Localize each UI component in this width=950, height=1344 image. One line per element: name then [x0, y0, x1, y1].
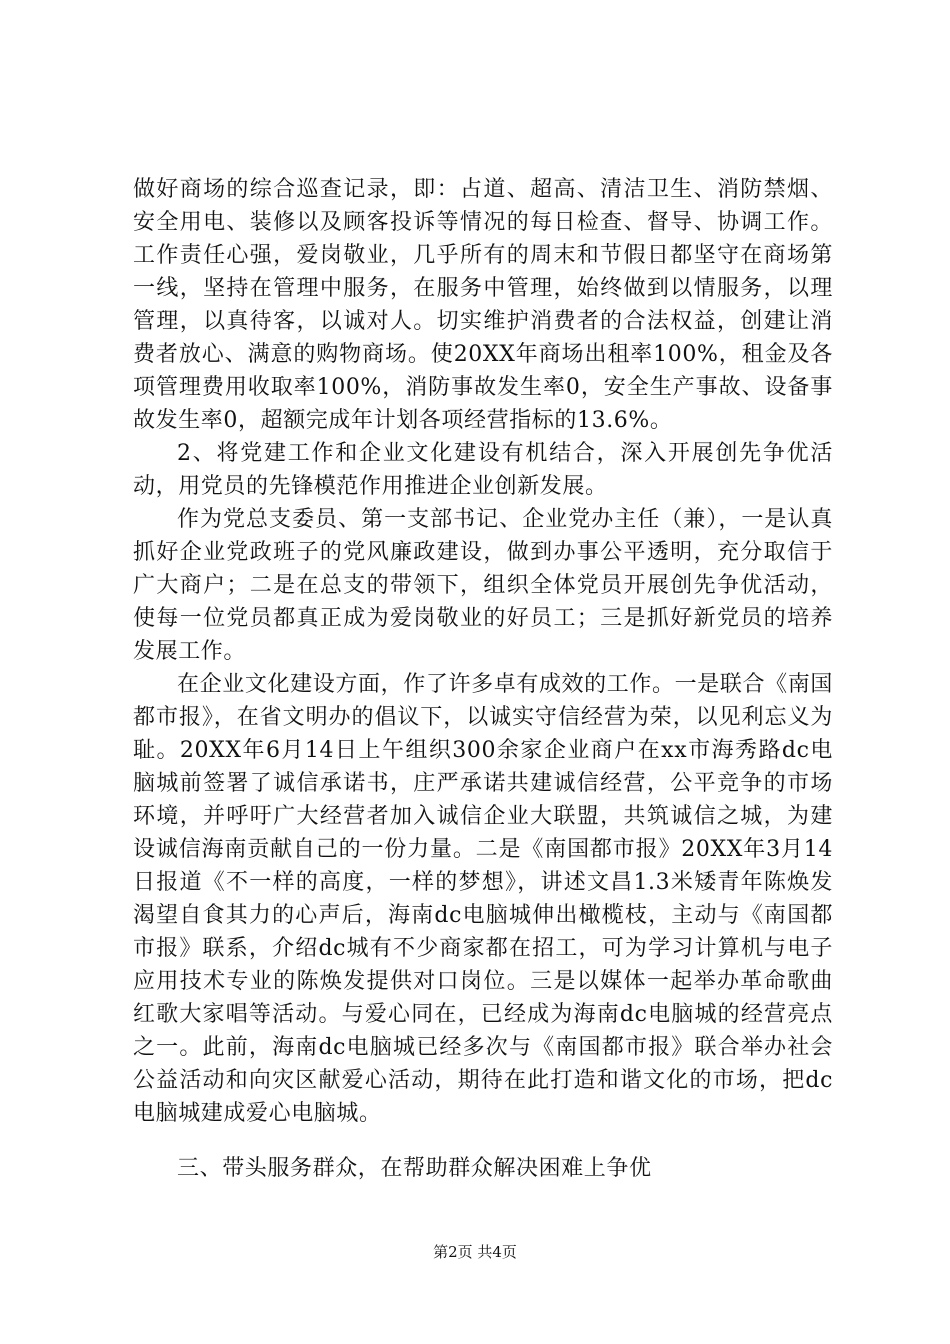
document-body	[133, 173, 833, 1130]
body-paragraph: 在企业文化建设方面，作了许多卓有成效的工作。一是联合《南国都市报》，在省文明办的倡议下，以诚实守信经营为荣，以见利忘义为耻。20XX年6月14日上午组织300余家企业商户在xx市海秀路dc电脑城前签署了诚信承诺书，庄严承诺共建诚信经营，公平竞争的市场环境，并呼吁广大经营者加入诚信企业大联盟，共筑诚信之城，为建设诚信海南贡献自己的一份力量。二是《南国都市报》20XX年3月14日报道《不一样的高度，一样的梦想》，讲述文昌1.3米矮青年陈焕发渴望自食其力的心声后，海南dc电脑城伸出橄榄枝，主动与《南国都市报》联系，介绍dc城有不少商家都在招工，可为学习计算机与电子应用技术专业的陈焕发提供对口岗位。三是以媒体一起举办革命歌曲红歌大家唱等活动。与爱心同在，已经成为海南dc电脑城的经营亮点之一。此前，海南dc电脑城已经多次与《南国都市报》联合举办社会公益活动和向灾区献爱心活动，期待在此打造和谐文化的市场，把dc电脑城建成爱心电脑城。	[133, 672, 833, 1126]
body-paragraph: 2、将党建工作和企业文化建设有机结合，深入开展创先争优活动，用党员的先锋模范作用推进企业创新发展。	[133, 441, 833, 499]
body-paragraph: 作为党总支委员、第一支部书记、企业党办主任（兼），一是认真抓好企业党政班子的党风廉政建设，做到办事公平透明，充分取信于广大商户；二是在总支的带领下，组织全体党员开展创先争优活动，使每一位党员都真正成为爱岗敬业的好员工；三是抓好新党员的培养发展工作。	[133, 507, 833, 664]
body-paragraph: 做好商场的综合巡查记录，即：占道、超高、清洁卫生、消防禁烟、安全用电、装修以及顾客投诉等情况的每日检查、督导、协调工作。工作责任心强，爱岗敬业，几乎所有的周末和节假日都坚守在商场第一线，坚持在管理中服务，在服务中管理，始终做到以情服务，以理管理，以真待客，以诚对人。切实维护消费者的合法权益，创建让消费者放心、满意的购物商场。使20XX年商场出租率100%，租金及各项管理费用收取率100%，消防事故发生率0，安全生产事故、设备事故发生率0，超额完成年计划各项经营指标的13.6%。	[133, 177, 833, 433]
section-heading: 三、带头服务群众，在帮助群众解决困难上争优	[177, 1156, 652, 1181]
page-footer: 第2页 共4页	[433, 1243, 517, 1261]
